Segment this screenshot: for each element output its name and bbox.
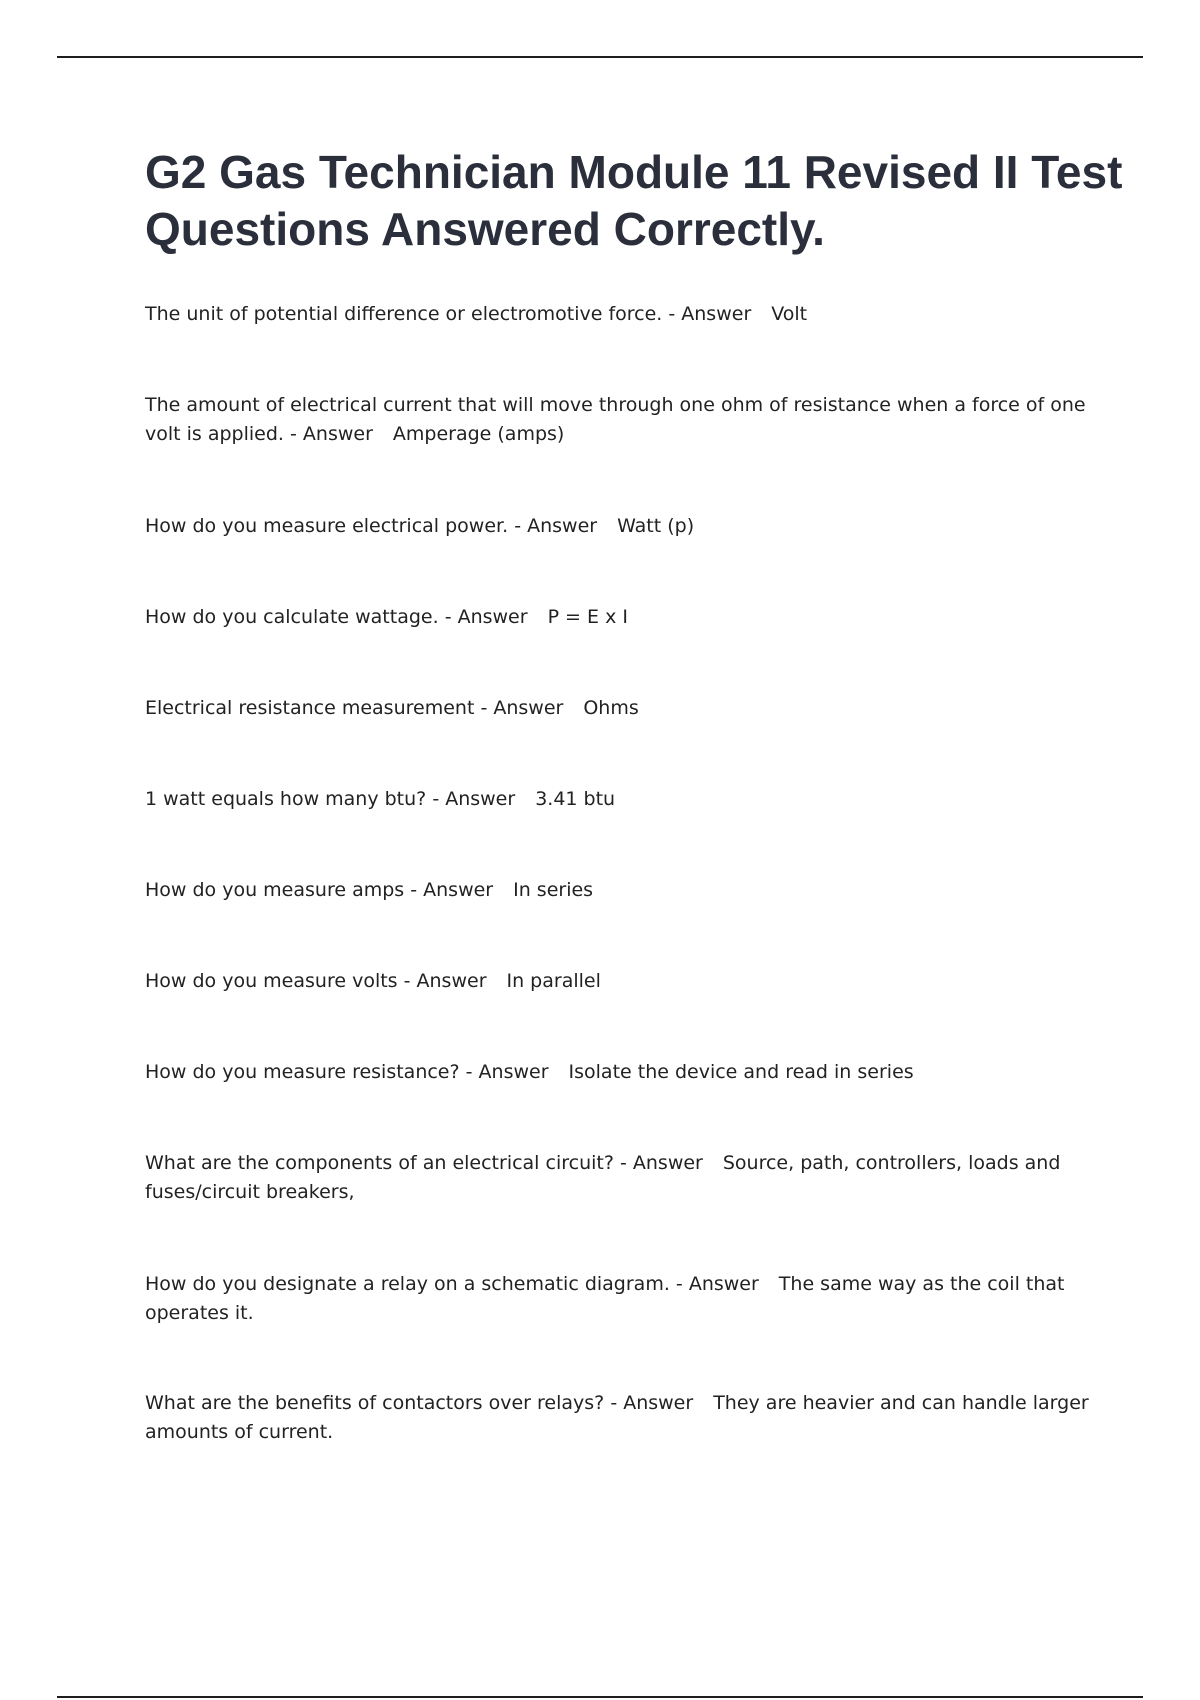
answer-text: Ohms [583, 697, 639, 719]
answer-label: - Answer [675, 1273, 759, 1295]
question-text: How do you measure electrical power. [145, 515, 509, 537]
question-text: The amount of electrical current that will move through one ohm of resistance when a force of one volt is applied. [145, 394, 1086, 445]
answer-text: In parallel [506, 970, 601, 992]
answer-label: - Answer [480, 697, 564, 719]
qa-item-6 [145, 785, 1095, 814]
question-text: Electrical resistance measurement [145, 697, 475, 719]
qa-item-7 [145, 876, 1095, 905]
question-text: What are the components of an electrical circuit? [145, 1152, 614, 1174]
document-title: G2 Gas Technician Module 11 Revised II Test Questions Answered Correctly. [145, 146, 1123, 255]
answer-text: P = E x I [547, 606, 628, 628]
question-text: How do you designate a relay on a schematic diagram. [145, 1273, 670, 1295]
qa-item-1 [145, 300, 1095, 329]
qa-item-3 [145, 512, 1095, 541]
answer-text: In series [513, 879, 594, 901]
qa-item-8 [145, 967, 1095, 996]
answer-text: Isolate the device and read in series [568, 1061, 914, 1083]
qa-item-9 [145, 1058, 1095, 1087]
top-rule [57, 56, 1143, 58]
answer-label: - Answer [403, 970, 487, 992]
answer-text: 3.41 btu [535, 788, 616, 810]
qa-item-2 [145, 391, 1095, 449]
qa-item-10 [145, 1149, 1095, 1207]
answer-label: - Answer [465, 1061, 549, 1083]
qa-item-5 [145, 694, 1095, 723]
question-text: How do you calculate wattage. [145, 606, 439, 628]
qa-item-12 [145, 1389, 1095, 1447]
answer-label: - Answer [668, 303, 752, 325]
answer-text: Watt (p) [617, 515, 695, 537]
answer-text: The same way as the coil that operates it. [145, 1273, 1065, 1324]
answer-label: - Answer [432, 788, 516, 810]
answer-label: - Answer [444, 606, 528, 628]
question-text: The unit of potential difference or electromotive force. [145, 303, 663, 325]
answer-text: Volt [771, 303, 808, 325]
question-text: How do you measure resistance? [145, 1061, 460, 1083]
question-text: How do you measure amps [145, 879, 405, 901]
question-text: How do you measure volts [145, 970, 398, 992]
bottom-rule [57, 1696, 1143, 1698]
answer-label: - Answer [610, 1392, 694, 1414]
answer-label: - Answer [290, 423, 373, 445]
question-text: What are the benefits of contactors over relays? [145, 1392, 605, 1414]
answer-label: - Answer [619, 1152, 703, 1174]
answer-label: - Answer [410, 879, 494, 901]
answer-label: - Answer [514, 515, 598, 537]
answer-text: Amperage (amps) [392, 423, 565, 445]
answer-text: They are heavier and can handle larger amounts of current. [145, 1392, 1089, 1443]
answer-text: Source, path, controllers, loads and fuses/circuit breakers, [145, 1152, 1061, 1203]
qa-item-4 [145, 603, 1095, 632]
question-text: 1 watt equals how many btu? [145, 788, 427, 810]
qa-item-11 [145, 1270, 1095, 1328]
